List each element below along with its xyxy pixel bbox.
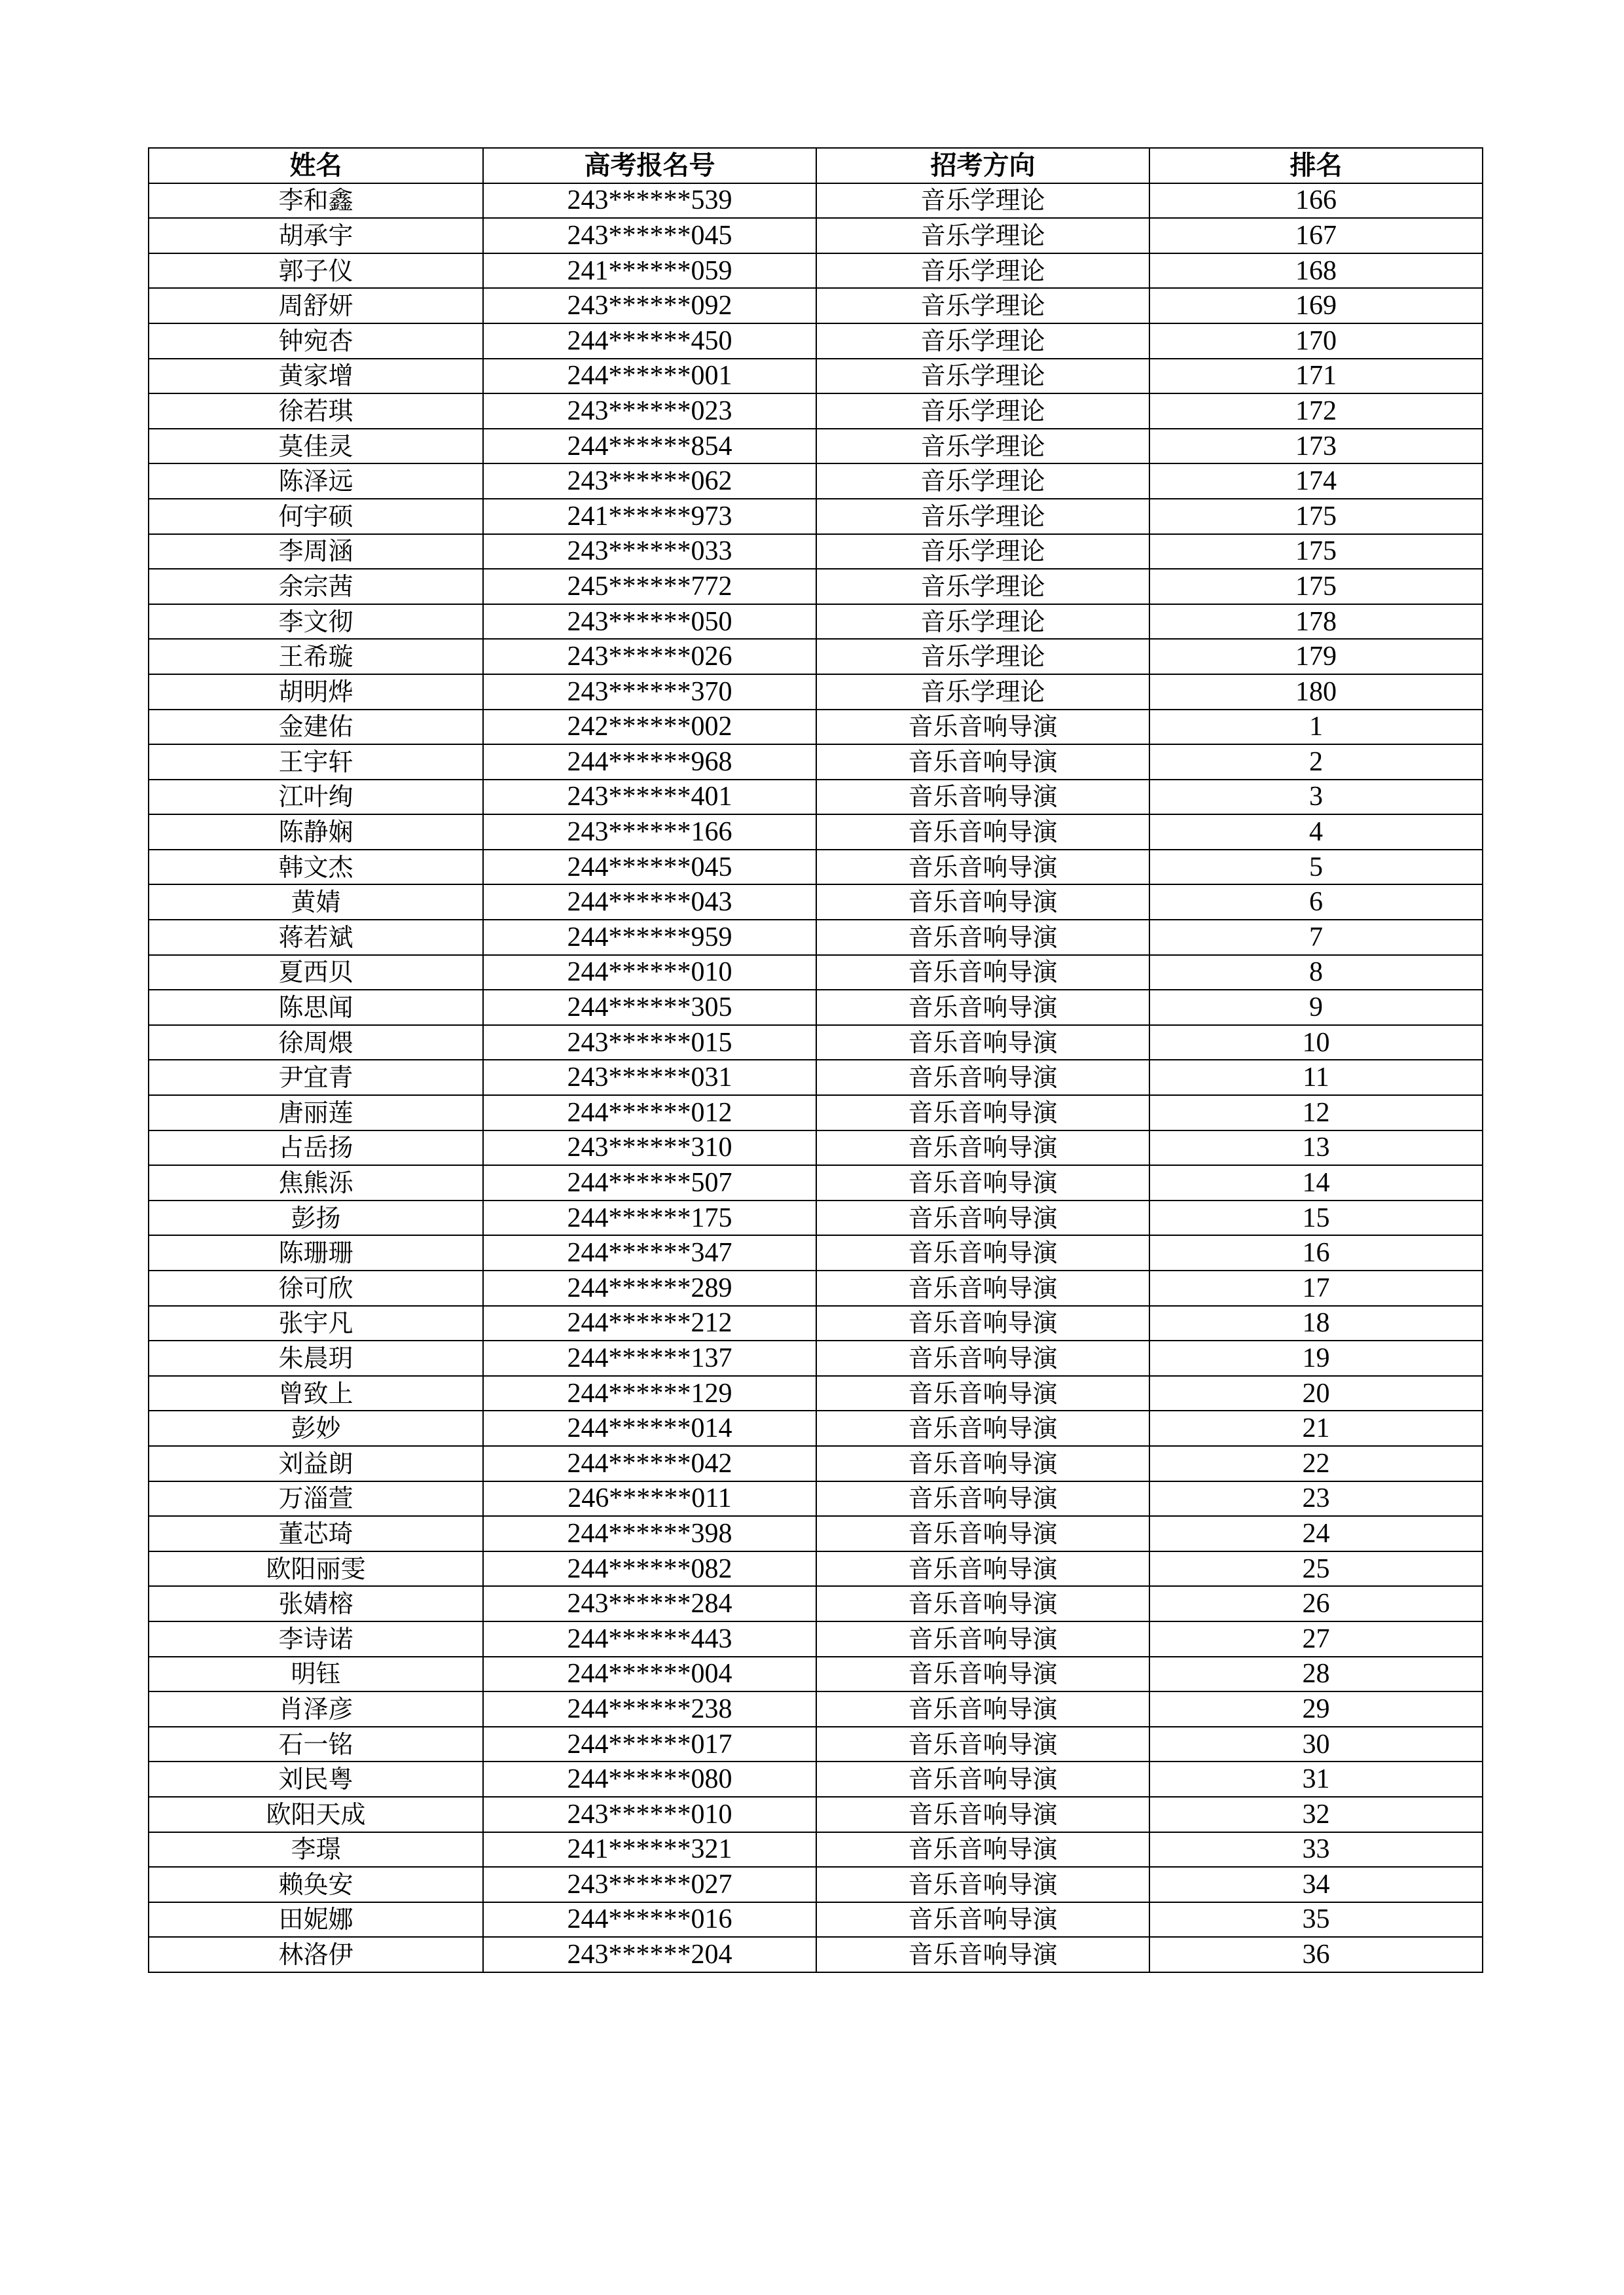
table-row xyxy=(149,1025,1483,1060)
cell-rank: 10 xyxy=(1149,1025,1483,1060)
cell-direction: 音乐音响导演 xyxy=(816,1271,1149,1306)
cell-name: 徐可欣 xyxy=(149,1271,483,1306)
cell-name: 胡明烨 xyxy=(149,674,483,710)
cell-direction: 音乐学理论 xyxy=(816,323,1149,359)
cell-exam-id: 246******011 xyxy=(483,1481,816,1517)
cell-exam-id: 243******166 xyxy=(483,814,816,850)
cell-exam-id: 244******968 xyxy=(483,744,816,780)
cell-name: 王宇轩 xyxy=(149,744,483,780)
table-row xyxy=(149,1411,1483,1446)
cell-exam-id: 244******010 xyxy=(483,955,816,990)
cell-rank: 14 xyxy=(1149,1165,1483,1201)
cell-name: 夏西贝 xyxy=(149,955,483,990)
cell-rank: 178 xyxy=(1149,604,1483,640)
cell-exam-id: 243******310 xyxy=(483,1130,816,1166)
table-row xyxy=(149,1306,1483,1341)
cell-rank: 168 xyxy=(1149,253,1483,289)
cell-rank: 17 xyxy=(1149,1271,1483,1306)
cell-rank: 33 xyxy=(1149,1832,1483,1868)
cell-name: 尹宜青 xyxy=(149,1060,483,1095)
cell-direction: 音乐学理论 xyxy=(816,393,1149,429)
cell-exam-id: 242******002 xyxy=(483,710,816,745)
cell-rank: 3 xyxy=(1149,780,1483,815)
cell-name: 焦熊泺 xyxy=(149,1165,483,1201)
table-row xyxy=(149,1657,1483,1692)
cell-direction: 音乐音响导演 xyxy=(816,1376,1149,1411)
cell-direction: 音乐音响导演 xyxy=(816,1586,1149,1621)
cell-rank: 21 xyxy=(1149,1411,1483,1446)
cell-rank: 27 xyxy=(1149,1621,1483,1657)
cell-direction: 音乐音响导演 xyxy=(816,1201,1149,1236)
cell-rank: 180 xyxy=(1149,674,1483,710)
cell-exam-id: 243******284 xyxy=(483,1586,816,1621)
cell-rank: 170 xyxy=(1149,323,1483,359)
cell-name: 金建佑 xyxy=(149,710,483,745)
cell-name: 石一铭 xyxy=(149,1727,483,1762)
cell-rank: 29 xyxy=(1149,1691,1483,1727)
table-row xyxy=(149,288,1483,323)
cell-name: 胡承宇 xyxy=(149,218,483,253)
cell-direction: 音乐音响导演 xyxy=(816,1867,1149,1902)
table-row xyxy=(149,1165,1483,1201)
cell-exam-id: 244******042 xyxy=(483,1446,816,1481)
cell-direction: 音乐音响导演 xyxy=(816,1516,1149,1551)
cell-name: 占岳扬 xyxy=(149,1130,483,1166)
cell-rank: 5 xyxy=(1149,850,1483,885)
table-row xyxy=(149,1727,1483,1762)
cell-rank: 169 xyxy=(1149,288,1483,323)
table-row xyxy=(149,674,1483,710)
cell-direction: 音乐音响导演 xyxy=(816,1306,1149,1341)
cell-direction: 音乐音响导演 xyxy=(816,1762,1149,1797)
cell-rank: 18 xyxy=(1149,1306,1483,1341)
cell-exam-id: 244******443 xyxy=(483,1621,816,1657)
table-row xyxy=(149,1481,1483,1517)
cell-name: 陈思闻 xyxy=(149,990,483,1025)
cell-rank: 166 xyxy=(1149,183,1483,219)
cell-rank: 19 xyxy=(1149,1341,1483,1376)
cell-name: 黄家增 xyxy=(149,359,483,394)
cell-rank: 22 xyxy=(1149,1446,1483,1481)
cell-exam-id: 244******001 xyxy=(483,359,816,394)
cell-exam-id: 244******043 xyxy=(483,884,816,920)
cell-exam-id: 243******050 xyxy=(483,604,816,640)
cell-exam-id: 244******854 xyxy=(483,429,816,464)
cell-exam-id: 244******080 xyxy=(483,1762,816,1797)
cell-name: 钟宛杏 xyxy=(149,323,483,359)
cell-direction: 音乐音响导演 xyxy=(816,1411,1149,1446)
header-rank: 排名 xyxy=(1149,148,1483,183)
cell-direction: 音乐学理论 xyxy=(816,359,1149,394)
cell-rank: 35 xyxy=(1149,1902,1483,1938)
cell-name: 李文彻 xyxy=(149,604,483,640)
header-exam-id: 高考报名号 xyxy=(483,148,816,183)
header-row xyxy=(149,148,1483,183)
cell-direction: 音乐学理论 xyxy=(816,183,1149,219)
cell-exam-id: 244******507 xyxy=(483,1165,816,1201)
table-row xyxy=(149,183,1483,219)
header-name: 姓名 xyxy=(149,148,483,183)
cell-name: 张宇凡 xyxy=(149,1306,483,1341)
cell-exam-id: 243******062 xyxy=(483,463,816,499)
cell-direction: 音乐音响导演 xyxy=(816,1621,1149,1657)
cell-name: 林洛伊 xyxy=(149,1937,483,1972)
cell-direction: 音乐音响导演 xyxy=(816,814,1149,850)
cell-exam-id: 244******004 xyxy=(483,1657,816,1692)
cell-rank: 36 xyxy=(1149,1937,1483,1972)
table-row xyxy=(149,1586,1483,1621)
cell-direction: 音乐学理论 xyxy=(816,463,1149,499)
cell-direction: 音乐音响导演 xyxy=(816,1551,1149,1587)
cell-name: 王希璇 xyxy=(149,639,483,674)
cell-exam-id: 243******027 xyxy=(483,1867,816,1902)
table-row xyxy=(149,1130,1483,1166)
cell-rank: 31 xyxy=(1149,1762,1483,1797)
table-row xyxy=(149,639,1483,674)
cell-exam-id: 244******082 xyxy=(483,1551,816,1587)
table-row xyxy=(149,1376,1483,1411)
cell-rank: 23 xyxy=(1149,1481,1483,1517)
table-row xyxy=(149,990,1483,1025)
cell-rank: 24 xyxy=(1149,1516,1483,1551)
header-direction: 招考方向 xyxy=(816,148,1149,183)
cell-name: 陈珊珊 xyxy=(149,1235,483,1271)
cell-name: 何宇硕 xyxy=(149,499,483,534)
cell-rank: 174 xyxy=(1149,463,1483,499)
cell-direction: 音乐音响导演 xyxy=(816,1832,1149,1868)
cell-exam-id: 243******204 xyxy=(483,1937,816,1972)
cell-rank: 175 xyxy=(1149,534,1483,569)
cell-name: 田妮娜 xyxy=(149,1902,483,1938)
table-row xyxy=(149,1867,1483,1902)
cell-rank: 1 xyxy=(1149,710,1483,745)
cell-direction: 音乐学理论 xyxy=(816,499,1149,534)
cell-direction: 音乐音响导演 xyxy=(816,1025,1149,1060)
cell-exam-id: 244******305 xyxy=(483,990,816,1025)
cell-name: 徐周煨 xyxy=(149,1025,483,1060)
cell-rank: 30 xyxy=(1149,1727,1483,1762)
table-row xyxy=(149,780,1483,815)
cell-exam-id: 243******031 xyxy=(483,1060,816,1095)
cell-name: 彭扬 xyxy=(149,1201,483,1236)
table-row xyxy=(149,1516,1483,1551)
cell-direction: 音乐音响导演 xyxy=(816,1902,1149,1938)
cell-direction: 音乐学理论 xyxy=(816,674,1149,710)
table-row xyxy=(149,323,1483,359)
cell-exam-id: 244******450 xyxy=(483,323,816,359)
table-row xyxy=(149,1762,1483,1797)
cell-exam-id: 244******238 xyxy=(483,1691,816,1727)
cell-exam-id: 241******059 xyxy=(483,253,816,289)
cell-rank: 34 xyxy=(1149,1867,1483,1902)
cell-name: 张婧榕 xyxy=(149,1586,483,1621)
cell-name: 李和鑫 xyxy=(149,183,483,219)
cell-direction: 音乐音响导演 xyxy=(816,1341,1149,1376)
cell-name: 李诗诺 xyxy=(149,1621,483,1657)
cell-exam-id: 244******137 xyxy=(483,1341,816,1376)
cell-rank: 173 xyxy=(1149,429,1483,464)
cell-exam-id: 244******017 xyxy=(483,1727,816,1762)
cell-exam-id: 244******398 xyxy=(483,1516,816,1551)
table-row xyxy=(149,534,1483,569)
cell-direction: 音乐音响导演 xyxy=(816,884,1149,920)
table-row xyxy=(149,1235,1483,1271)
cell-exam-id: 245******772 xyxy=(483,569,816,604)
table-row xyxy=(149,955,1483,990)
cell-rank: 25 xyxy=(1149,1551,1483,1587)
cell-rank: 13 xyxy=(1149,1130,1483,1166)
cell-direction: 音乐音响导演 xyxy=(816,1657,1149,1692)
cell-name: 明钰 xyxy=(149,1657,483,1692)
cell-direction: 音乐音响导演 xyxy=(816,1727,1149,1762)
table-row xyxy=(149,744,1483,780)
cell-direction: 音乐音响导演 xyxy=(816,1446,1149,1481)
cell-rank: 16 xyxy=(1149,1235,1483,1271)
cell-exam-id: 241******321 xyxy=(483,1832,816,1868)
cell-direction: 音乐音响导演 xyxy=(816,1691,1149,1727)
cell-name: 李璟 xyxy=(149,1832,483,1868)
cell-direction: 音乐音响导演 xyxy=(816,1797,1149,1832)
cell-direction: 音乐音响导演 xyxy=(816,710,1149,745)
table-row xyxy=(149,359,1483,394)
cell-name: 朱晨玥 xyxy=(149,1341,483,1376)
cell-direction: 音乐音响导演 xyxy=(816,1937,1149,1972)
cell-direction: 音乐音响导演 xyxy=(816,1235,1149,1271)
cell-direction: 音乐学理论 xyxy=(816,288,1149,323)
table-row xyxy=(149,1446,1483,1481)
table-row xyxy=(149,218,1483,253)
cell-exam-id: 243******045 xyxy=(483,218,816,253)
cell-exam-id: 244******014 xyxy=(483,1411,816,1446)
cell-direction: 音乐音响导演 xyxy=(816,1130,1149,1166)
table-row xyxy=(149,393,1483,429)
ranking-table xyxy=(148,147,1483,1973)
table-row xyxy=(149,429,1483,464)
cell-rank: 9 xyxy=(1149,990,1483,1025)
cell-exam-id: 243******539 xyxy=(483,183,816,219)
cell-rank: 15 xyxy=(1149,1201,1483,1236)
cell-name: 余宗茜 xyxy=(149,569,483,604)
cell-rank: 12 xyxy=(1149,1095,1483,1130)
table-row xyxy=(149,1341,1483,1376)
cell-exam-id: 244******012 xyxy=(483,1095,816,1130)
cell-direction: 音乐音响导演 xyxy=(816,850,1149,885)
table-row xyxy=(149,1691,1483,1727)
cell-rank: 8 xyxy=(1149,955,1483,990)
cell-name: 莫佳灵 xyxy=(149,429,483,464)
table-row xyxy=(149,884,1483,920)
cell-name: 黄婧 xyxy=(149,884,483,920)
cell-name: 刘益朗 xyxy=(149,1446,483,1481)
cell-name: 欧阳天成 xyxy=(149,1797,483,1832)
cell-direction: 音乐音响导演 xyxy=(816,1165,1149,1201)
table-row xyxy=(149,1902,1483,1938)
cell-name: 李周涵 xyxy=(149,534,483,569)
table-row xyxy=(149,920,1483,955)
cell-exam-id: 243******010 xyxy=(483,1797,816,1832)
table-row xyxy=(149,1832,1483,1868)
cell-name: 唐丽莲 xyxy=(149,1095,483,1130)
cell-name: 陈泽远 xyxy=(149,463,483,499)
cell-direction: 音乐音响导演 xyxy=(816,920,1149,955)
cell-name: 欧阳丽雯 xyxy=(149,1551,483,1587)
table-row xyxy=(149,850,1483,885)
cell-exam-id: 243******401 xyxy=(483,780,816,815)
cell-name: 赖奂安 xyxy=(149,1867,483,1902)
cell-rank: 167 xyxy=(1149,218,1483,253)
cell-direction: 音乐音响导演 xyxy=(816,780,1149,815)
cell-direction: 音乐音响导演 xyxy=(816,955,1149,990)
cell-exam-id: 244******016 xyxy=(483,1902,816,1938)
cell-direction: 音乐音响导演 xyxy=(816,1060,1149,1095)
table-row xyxy=(149,1621,1483,1657)
table-row xyxy=(149,710,1483,745)
cell-exam-id: 244******129 xyxy=(483,1376,816,1411)
cell-rank: 179 xyxy=(1149,639,1483,674)
cell-exam-id: 243******370 xyxy=(483,674,816,710)
cell-exam-id: 243******015 xyxy=(483,1025,816,1060)
cell-name: 郭子仪 xyxy=(149,253,483,289)
cell-direction: 音乐学理论 xyxy=(816,639,1149,674)
table-row xyxy=(149,1095,1483,1130)
cell-name: 江叶绚 xyxy=(149,780,483,815)
table-row xyxy=(149,1060,1483,1095)
cell-direction: 音乐音响导演 xyxy=(816,1481,1149,1517)
table-row xyxy=(149,499,1483,534)
cell-rank: 175 xyxy=(1149,569,1483,604)
cell-exam-id: 243******092 xyxy=(483,288,816,323)
cell-rank: 28 xyxy=(1149,1657,1483,1692)
cell-direction: 音乐学理论 xyxy=(816,569,1149,604)
cell-exam-id: 241******973 xyxy=(483,499,816,534)
cell-direction: 音乐学理论 xyxy=(816,604,1149,640)
cell-name: 肖泽彦 xyxy=(149,1691,483,1727)
cell-direction: 音乐学理论 xyxy=(816,253,1149,289)
cell-name: 徐若琪 xyxy=(149,393,483,429)
cell-rank: 175 xyxy=(1149,499,1483,534)
table-row xyxy=(149,1797,1483,1832)
table-row xyxy=(149,1937,1483,1972)
cell-exam-id: 243******023 xyxy=(483,393,816,429)
table-row xyxy=(149,1551,1483,1587)
table-row xyxy=(149,1271,1483,1306)
table-body xyxy=(149,183,1483,1972)
cell-direction: 音乐学理论 xyxy=(816,534,1149,569)
cell-rank: 172 xyxy=(1149,393,1483,429)
cell-name: 董芯琦 xyxy=(149,1516,483,1551)
cell-name: 曾致上 xyxy=(149,1376,483,1411)
cell-name: 万淄萱 xyxy=(149,1481,483,1517)
table-row xyxy=(149,569,1483,604)
cell-rank: 32 xyxy=(1149,1797,1483,1832)
table-row xyxy=(149,463,1483,499)
cell-direction: 音乐音响导演 xyxy=(816,990,1149,1025)
cell-exam-id: 244******289 xyxy=(483,1271,816,1306)
cell-direction: 音乐音响导演 xyxy=(816,744,1149,780)
cell-exam-id: 243******033 xyxy=(483,534,816,569)
cell-name: 陈静娴 xyxy=(149,814,483,850)
cell-name: 韩文杰 xyxy=(149,850,483,885)
cell-exam-id: 244******212 xyxy=(483,1306,816,1341)
cell-name: 刘民粤 xyxy=(149,1762,483,1797)
table-row xyxy=(149,253,1483,289)
table-row xyxy=(149,604,1483,640)
cell-rank: 2 xyxy=(1149,744,1483,780)
cell-direction: 音乐学理论 xyxy=(816,429,1149,464)
cell-exam-id: 244******045 xyxy=(483,850,816,885)
cell-name: 周舒妍 xyxy=(149,288,483,323)
table-row xyxy=(149,814,1483,850)
cell-name: 蒋若斌 xyxy=(149,920,483,955)
cell-direction: 音乐音响导演 xyxy=(816,1095,1149,1130)
cell-direction: 音乐学理论 xyxy=(816,218,1149,253)
cell-rank: 11 xyxy=(1149,1060,1483,1095)
cell-rank: 26 xyxy=(1149,1586,1483,1621)
cell-rank: 20 xyxy=(1149,1376,1483,1411)
cell-rank: 6 xyxy=(1149,884,1483,920)
cell-exam-id: 244******959 xyxy=(483,920,816,955)
cell-rank: 4 xyxy=(1149,814,1483,850)
cell-exam-id: 244******175 xyxy=(483,1201,816,1236)
cell-name: 彭妙 xyxy=(149,1411,483,1446)
cell-rank: 171 xyxy=(1149,359,1483,394)
cell-exam-id: 244******347 xyxy=(483,1235,816,1271)
cell-exam-id: 243******026 xyxy=(483,639,816,674)
table-row xyxy=(149,1201,1483,1236)
cell-rank: 7 xyxy=(1149,920,1483,955)
